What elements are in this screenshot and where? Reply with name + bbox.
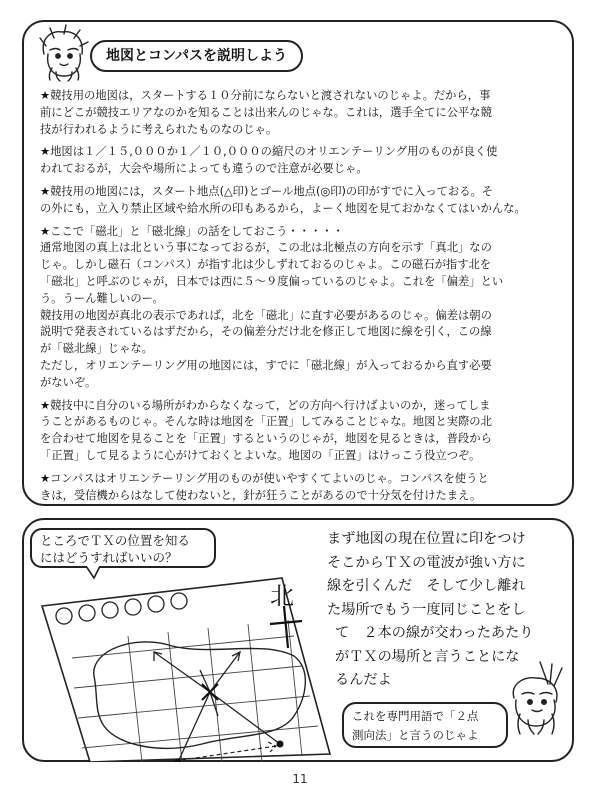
map-illustration xyxy=(32,566,332,762)
page-title: 地図とコンパスを説明しよう xyxy=(106,48,288,64)
text-line: じゃ。しかし磁石（コンパス）が指す北は少しずれておるのじゃよ。この磁石が指す北を xyxy=(40,258,492,272)
explanation-line: 線を引くんだ そして少し離れ xyxy=(327,578,526,594)
text-line: われておるが，大会や場所によっても違うので注意が必要じゃ。 xyxy=(40,162,368,176)
text-line: 技が行われるように考えられたものなのじゃ。 xyxy=(40,122,278,136)
text-line: 「正置」して見るように心がけておくとよいな。地図の「正置」はけっこう役立つぞ。 xyxy=(40,448,481,462)
text-line: ★コンパスはオリエンテーリング用のものが使いやすくてよいのじゃ。コンパスを使うと xyxy=(40,471,489,485)
text-line: ★競技用の地図には，スタート地点(△印)とゴール地点(◎印)の印がすでに入っておる。そ xyxy=(40,184,494,198)
text-line: 「磁北」と呼ぶのじゃが，日本では西に５～９度偏っているのじゃよ。これを「偏差」とい xyxy=(40,274,504,288)
explanation-line: がＴＸの場所と言うことにな xyxy=(335,648,520,665)
explanation-line: て ２本の線が交わったあたり xyxy=(335,625,534,641)
page-number: 11 xyxy=(292,772,308,786)
explanation-line: そこからＴＸの電波が強い方に xyxy=(327,554,526,571)
text-line: 前にどこが競技エリアなのかを知ることは出来んのじゃな。これは，選手全てに公平な競 xyxy=(40,105,492,119)
text-line: がないぞ。 xyxy=(40,375,97,389)
text-line: ★競技中に自分のいる場所がわからなくなって，どの方向へ行けばよいのか，迷ってしま xyxy=(40,398,491,412)
title-bubble xyxy=(90,40,303,72)
paragraph-compass xyxy=(40,471,560,505)
term-bubble xyxy=(342,702,508,748)
explanation-line: た場所でもう一度同じことをし xyxy=(327,601,526,618)
old-sage-illustration xyxy=(30,24,96,82)
text-line: 説明で発表されているはずだから，その偏差分だけ北を修正して地図に線を引く，この線 xyxy=(40,325,492,339)
content-body xyxy=(40,88,560,510)
paragraph-map-symbols xyxy=(40,184,560,218)
term-line: 測向法」と言うのじゃよ xyxy=(352,728,479,742)
text-line: ただし，オリエンテーリング用の地図には，すでに「磁北線」が入っておるから直す必要 xyxy=(40,358,492,372)
text-line: うことがあるものじゃ。そんな時は地図を「正置」してみることじゃな。地図と実際の北 xyxy=(40,415,492,429)
text-line: きは，受信機からはなして使わないと，針が狂うことがあるので十分気を付けたまえ。 xyxy=(40,488,482,502)
explanation-line: まず地図の現在位置に印をつけ xyxy=(327,531,526,547)
explanation-panel xyxy=(22,20,574,506)
question-line: にはどうすればいいの？ xyxy=(40,550,178,565)
question-bubble xyxy=(30,528,216,568)
tx-location-panel xyxy=(22,518,574,762)
text-line: を合わせて地図を見ることを「正置」するというのじゃが，地図を見るときは，普段から xyxy=(40,432,492,446)
text-line: う。うーん難しいのー。 xyxy=(40,291,164,305)
explanation-line: るんだよ xyxy=(335,672,392,688)
term-line: これを専門用語で「２点 xyxy=(352,709,479,723)
text-line: の外にも，立入り禁止区域や給水所の印もあるから，よーく地図を見ておかなくてはいかんな。 xyxy=(40,201,526,215)
paragraph-map-timing xyxy=(40,88,560,138)
paragraph-magnetic-north xyxy=(40,224,560,392)
north-label: 北 xyxy=(270,582,294,610)
text-line: が「磁北線」じゃな。 xyxy=(40,342,153,356)
paragraph-map-scale xyxy=(40,144,560,178)
text-line: 通常地図の真上は北という事になっておるが，この北は北極点の方向を示す「真北」なの xyxy=(40,241,492,255)
paragraph-orienting-map xyxy=(40,398,560,465)
text-line: ★地図は１／１５,０００か１／１０,０００の縮尺のオリエンテーリング用のものが良く使 xyxy=(40,145,498,159)
text-line: 競技用の地図が真北の表示であれば，北を「磁北」に直す必要があるのじゃ。偏差は朝の xyxy=(40,308,492,322)
question-line: ところでＴＸの位置を知る xyxy=(40,533,190,548)
text-line: ★ここで「磁北」と「磁北線」の話をしておこう・・・・・ xyxy=(40,224,344,238)
text-line: ★競技用の地図は，スタートする１０分前にならないと渡されないのじゃよ。だから，事 xyxy=(40,89,491,102)
